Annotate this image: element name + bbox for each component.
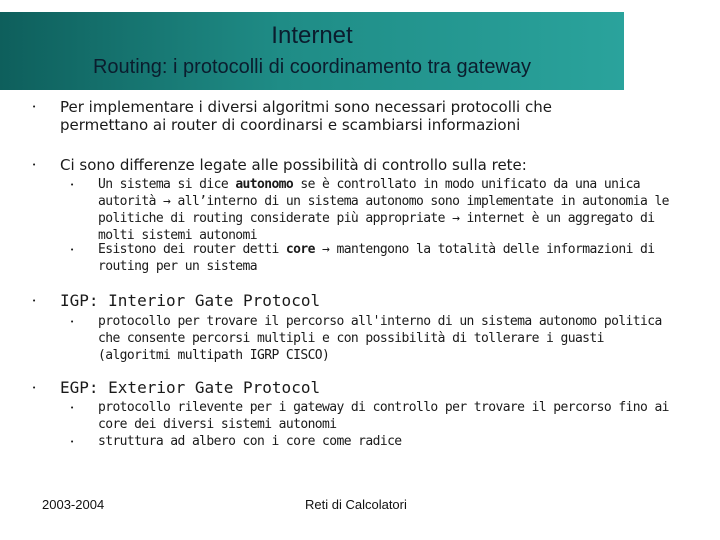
- sub-bullet-egp-desc: protocollo rilevente per i gateway di controllo per trovare il percorso fino ai core dei diversi sistemi autonomi: [98, 400, 669, 432]
- sub-bullet-bold-term: autonomo: [235, 177, 294, 192]
- bullet-3-igp: IGP: Interior Gate Protocol: [60, 291, 321, 310]
- bullet-dot: •: [32, 384, 37, 392]
- slide-title: Internet: [271, 22, 353, 49]
- title-banner: [0, 12, 624, 90]
- sub-bullet-bold-term: core: [285, 242, 315, 257]
- sub-bullet-dot: •: [70, 404, 75, 412]
- bullet-1-text: Per implementare i diversi algoritmi sono necessari protocolli che permettano ai router di coordinarsi e scambiarsi informazioni: [60, 98, 552, 134]
- sub-bullet-core: [98, 241, 670, 275]
- sub-bullet-egp-tree: struttura ad albero con i core come radice: [98, 434, 402, 449]
- footer-course: Reti di Calcolatori: [305, 497, 407, 512]
- bullet-dot: •: [32, 297, 37, 305]
- sub-bullet-dot: •: [70, 181, 75, 189]
- sub-bullet-text: → mantengono la totalità delle informazioni di routing per un sistema: [98, 242, 655, 274]
- slide-subtitle: Routing: i protocolli di coordinamento tra gateway: [92, 56, 532, 78]
- bullet-4-egp: EGP: Exterior Gate Protocol: [60, 378, 321, 397]
- bullet-dot: •: [32, 161, 37, 169]
- sub-bullet-autonomo: [98, 176, 670, 244]
- sub-bullet-igp-desc: protocollo per trovare il percorso all'interno di un sistema autonomo politica che consente percorsi multipli e con possibilità di tollerare i guasti (algoritmi multipath IGRP CISCO): [98, 314, 662, 363]
- bullet-2-text: Ci sono differenze legate alle possibilità di controllo sulla rete:: [60, 156, 527, 174]
- sub-bullet-dot: •: [70, 318, 75, 326]
- sub-bullet-dot: •: [70, 246, 75, 254]
- footer-year: 2003-2004: [42, 497, 105, 512]
- sub-bullet-text: se è controllato in modo unificato da una unica autorità → all’interno di un sistema autonomo sono implementate in autonomia le politiche di routing considerate più appropriate → internet è un aggregato di molti sistemi autonomi: [98, 177, 669, 243]
- sub-bullet-text: Un sistema si dice: [98, 177, 236, 192]
- bullet-dot: •: [32, 103, 37, 111]
- sub-bullet-dot: •: [70, 438, 75, 446]
- sub-bullet-text: Esistono dei router detti: [98, 242, 286, 257]
